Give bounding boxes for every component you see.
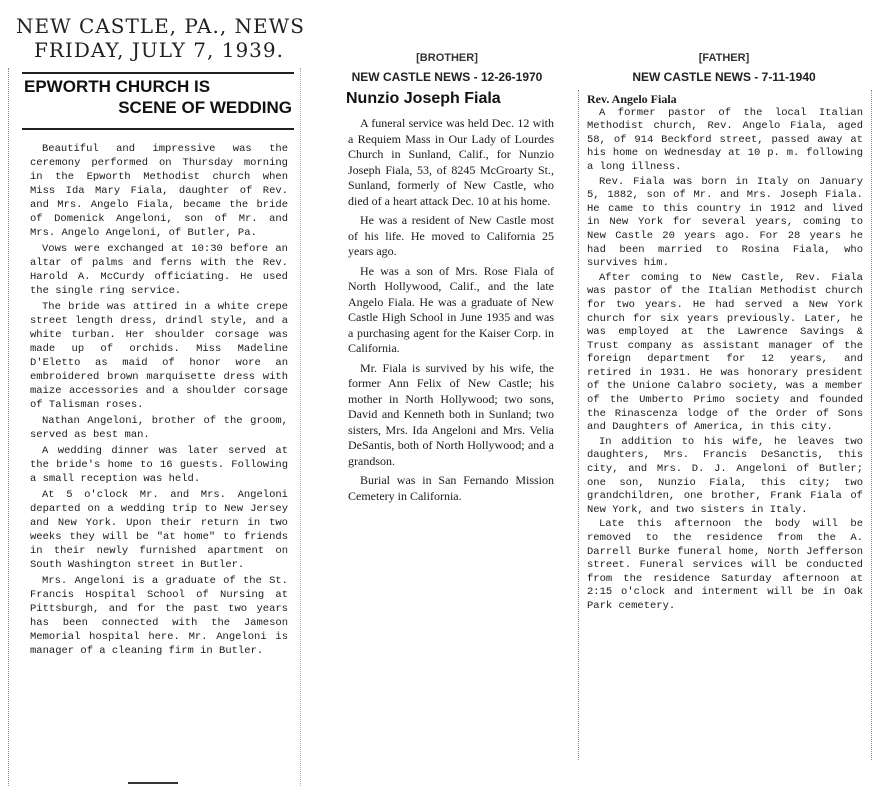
masthead-line-2: FRIDAY, JULY 7, 1939. [34, 38, 284, 62]
headline-rule [22, 128, 294, 130]
paragraph: Mrs. Angeloni is a graduate of the St. Francis Hospital School of Nursing at Pittsburgh, and for the past two years has been connected with the Jameson Memorial hospital here. Mr. Angeloni is manager of a cleaning firm in Butler. [30, 575, 288, 657]
wedding-headline [24, 76, 292, 118]
relation-label: [FATHER] [698, 52, 750, 64]
paragraph: Burial was in San Fernando Mission Cemetery in California. [348, 473, 554, 503]
relation-label: [BROTHER] [416, 52, 478, 64]
paragraph: Late this afternoon the body will be removed to the residence from the A. Darrell Burke funeral home, North Jefferson street. Funeral services will be conducted from the residence Saturday afternoon at 2:15 o'clock and interment will be in Oak Park cemetery. [587, 518, 863, 612]
obituary-title: Rev. Angelo Fiala [587, 92, 677, 106]
paragraph: Rev. Fiala was born in Italy on January 5, 1882, son of Mr. and Mrs. Joseph Fiala. He came to this country in 1912 and lived in New York for several years, coming to New Castle 20 years ago. For 28 years he had been married to Rosina Fiala, who survives him. [587, 175, 863, 270]
paragraph: The bride was attired in a white crepe street length dress, drindl style, and a white turban. Her shoulder corsage was made up of orchids. Miss Madeline D'Eletto as maid of honor wore an embroidered brown marquisette dress with maize accessories and a shoulder corsage of Talisman roses. [30, 301, 288, 411]
source-line: NEW CASTLE NEWS - 7-11-1940 [632, 70, 816, 84]
end-rule [128, 782, 178, 784]
obituary-title: Nunzio Joseph Fiala [346, 90, 501, 107]
wedding-clipping [0, 0, 305, 657]
paragraph: He was a resident of New Castle most of his life. He moved to California 25 years ago. [348, 213, 554, 258]
wedding-article-body [30, 142, 288, 660]
top-rule [22, 72, 294, 74]
paragraph: A funeral service was held Dec. 12 with a Requiem Mass in Our Lady of Lourdes Church in Sunland, Calif., for Nunzio Joseph Fiala, 53, of 8245 McGroarty St., Sunland, formerly of New Castle, who died of a heart attack Dec. 10 at his home. [348, 116, 554, 208]
paragraph: A former pastor of the local Italian Methodist church, Rev. Angelo Fiala, aged 58, of 914 Beckford street, passed away at his home on Wednesday at 10 p. m. following a long illness. [587, 106, 863, 173]
obituary-body [587, 93, 863, 615]
paragraph: Vows were exchanged at 10:30 before an altar of palms and ferns with the Rev. Harold A. McCurdy officiating. He used the single ring service. [30, 243, 288, 297]
paragraph: At 5 o'clock Mr. and Mrs. Angeloni departed on a wedding trip to New Jersey and New York. Upon their return in two weeks they will be "at home" to friends in their newly furnished apartment on South Washington street in Butler. [30, 489, 288, 571]
paragraph: In addition to his wife, he leaves two daughters, Mrs. Francis DeSanctis, this city, and Mrs. D. J. Angeloni of Butler; one son, Nunzio Fiala, this city; two grandchildren, one brother, Frank Fiala of New York, and two sisters in Italy. [587, 435, 863, 516]
father-obituary [578, 0, 870, 612]
paragraph: Nathan Angeloni, brother of the groom, served as best man. [30, 415, 288, 441]
paragraph: A wedding dinner was later served at the bride's home to 16 guests. Following a small reception was held. [30, 445, 288, 485]
paragraph: He was a son of Mrs. Rose Fiala of North Hollywood, Calif., and the late Angelo Fiala. He was a graduate of New Castle High School in June 1935 and was a purchasing agent for the Kaiser Corp. in California. [348, 263, 554, 355]
source-line: NEW CASTLE NEWS - 12-26-1970 [351, 70, 543, 84]
paragraph: Mr. Fiala is survived by his wife, the former Ann Felix of New Castle; his mother in North Hollywood; two sons, David and Kenneth both in Sunland; two sisters, Mrs. Ida Angeloni and Mrs. Velia DeSantis, both of North Hollywood; and a grandson. [348, 360, 554, 468]
paragraph: Beautiful and impressive was the ceremony performed on Thursday morning in the Epworth Methodist church when Miss Ida Mary Fiala, daughter of Rev. and Mrs. Angelo Fiala, became the bride of Domenick Angeloni, son of Mr. and Mrs. Angelo Angeloni, of Butler, Pa. [30, 143, 288, 239]
paragraph: After coming to New Castle, Rev. Fiala was pastor of the Italian Methodist church for two years. He had served a New York church for six years previously. Later, he was employed at the Lawrence Savings & Trust company as assistant manager of the foreign department for 12 years, and retired in 1931. He was honorary president of the Unione Calabro society, was a member of the Umberto Primo society and founded the Rinascenza lodge of the Order of Sons and Daughters of America, in this city. [587, 271, 863, 434]
brother-obituary [336, 0, 558, 508]
headline-line-1: EPWORTH CHURCH IS [24, 77, 211, 96]
masthead-line-1: NEW CASTLE, PA., NEWS [16, 14, 305, 38]
obituary-body [348, 116, 554, 504]
headline-line-2: SCENE OF WEDDING [118, 98, 292, 117]
